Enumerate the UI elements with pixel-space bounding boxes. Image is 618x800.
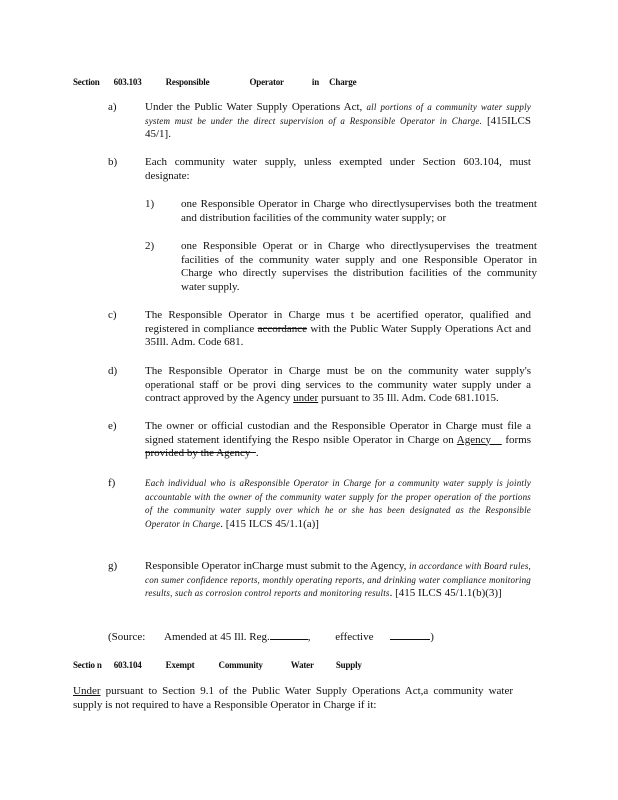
subsection-label: 1)	[145, 198, 155, 210]
statute-text: The Responsible Operator in Charge must be on the community water supply's operational staff or be provi ding services to the community water supply under a contract approved by the Agency	[145, 365, 531, 404]
heading-word: Operator	[249, 77, 284, 87]
section-603-104-heading	[73, 660, 362, 670]
heading-word: Community	[218, 660, 263, 670]
heading-word: in	[311, 77, 320, 87]
heading-word: Water	[290, 660, 314, 670]
heading-word: Exempt	[165, 660, 195, 670]
statute-text: Responsible Operator inCharge must submit to the Agency,	[145, 560, 407, 572]
statute-text: Under the Public Water Supply Operations Act,	[145, 101, 363, 113]
source-note	[108, 629, 434, 643]
section-603-104-intro	[73, 685, 513, 712]
subsection-text	[145, 560, 531, 601]
effective-date-blank	[390, 629, 430, 640]
section-label: Sectio n	[73, 660, 102, 670]
source-effective: effective	[335, 631, 374, 643]
subsection-text	[145, 365, 531, 406]
section-number: 603.104	[113, 660, 142, 670]
subsection-text: Each community water supply, unless exempted under Section 603.104, must designate:	[145, 156, 531, 182]
subsection-label: g)	[108, 560, 118, 572]
citation: [415ILCS 45/1].	[145, 114, 531, 140]
statute-text: with the Public Water Supply Operations Act and 35Ill. Adm. Code 681.	[145, 322, 532, 348]
section-603-103-heading	[73, 77, 356, 87]
subsection-label: e)	[108, 420, 117, 432]
subsection-text: one Responsible Operat or in Charge who directlysupervises the treatment facilities of the community water supply and one Responsible Operator in Charge who directly supervises the distribution facilities of the community water supply.	[181, 240, 537, 293]
heading-word: Responsible	[165, 77, 210, 87]
source-close: )	[430, 631, 434, 643]
heading-word: Charge	[329, 77, 357, 87]
heading-word: Supply	[335, 660, 362, 670]
inserted-text: Under	[73, 685, 101, 697]
quoted-statute-text: Each individual who is aResponsible Operator in Charge for a community water supply is jointly accountable with the owner of the community water supply for the proper operation of the portions of the community water supply over which he or she has been designated as the Responsible Operator in Charge	[145, 478, 531, 529]
subsection-text	[145, 477, 531, 531]
statute-text: forms	[505, 433, 532, 446]
quoted-statute-text: in accordance with Board rules, con sumer confidence reports, monthly operating reports, and drinking water compliance monitoring results, such as corrosion control reports and monitoring results	[145, 561, 531, 598]
statute-text: The Responsible Operator in Charge mus t be acertified operator, qualified and registered in compliance	[145, 309, 531, 335]
subsection-text	[145, 101, 531, 142]
struck-text: accordance	[257, 322, 308, 335]
citation: . [415 ILCS 45/1.1(a)]	[220, 517, 319, 530]
statute-text: The owner or official custodian and the Responsible Operator in Charge must file a signed statement identifying the Respo nsible Operator in Charge on	[145, 420, 531, 446]
section-number: 603.103	[113, 77, 142, 87]
statute-text: pursuant to Section 9.1 of the Public Water Supply Operations Act,a community water supply is not required to have a Responsible Operator in Charge if it:	[73, 685, 513, 711]
inserted-text: Agency	[456, 433, 491, 446]
subsection-label: f)	[108, 477, 116, 489]
subsection-label: a)	[108, 101, 117, 113]
subsection-label: c)	[108, 309, 117, 321]
register-blank	[270, 629, 308, 640]
source-prefix: (Source:	[108, 631, 146, 643]
citation: . [415 ILCS 45/1.1(b)(3)]	[389, 587, 502, 599]
quoted-statute-text: all portions of a community water supply system must be under the direct supervision of a Responsible Operator in Charge.	[145, 102, 531, 126]
subsection-text: The owner or official custodian and the Responsible Operator in Charge must file a signed statement identifying the Respo nsible Operator in Charge on Agency forms provided by the Agency .	[145, 420, 532, 459]
inserted-text: under	[293, 392, 319, 404]
statute-text: pursuant to 35 Ill. Adm. Code 681.1015.	[320, 392, 499, 404]
source-comma: ,	[307, 631, 311, 643]
subsection-text: one Responsible Operator in Charge who directlysupervises both the treatment and distribution facilities of the community water supply; or	[181, 198, 537, 224]
subsection-text	[145, 309, 531, 350]
source-amended: Amended at 45 Ill. Reg.	[164, 631, 270, 643]
subsection-label: 2)	[145, 240, 155, 252]
subsection-label: b)	[108, 156, 118, 168]
subsection-label: d)	[108, 365, 118, 377]
section-label: Section	[73, 77, 100, 87]
struck-text: provided by the Agency	[145, 447, 251, 459]
